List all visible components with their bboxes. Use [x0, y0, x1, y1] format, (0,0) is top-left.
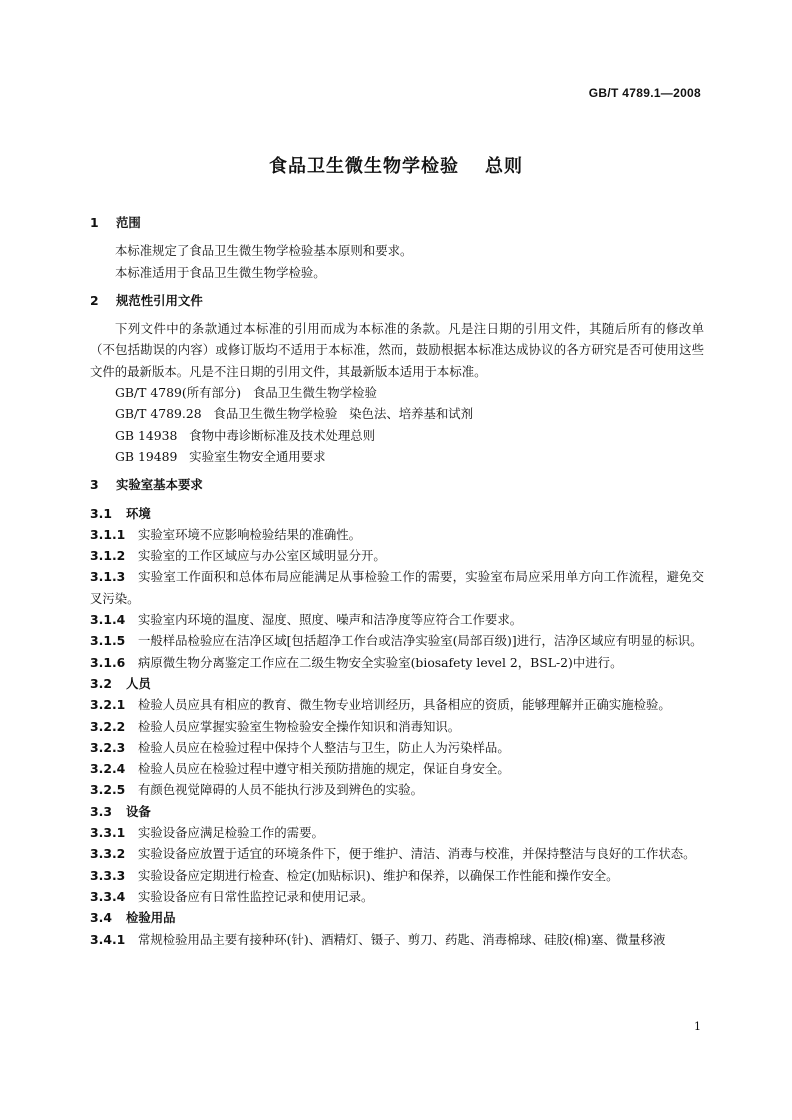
clause	[90, 779, 704, 800]
page-number: 1	[694, 1020, 701, 1033]
clause	[90, 566, 704, 609]
clause	[90, 737, 704, 758]
subsection-number: 3.1	[90, 505, 112, 521]
reference-item: GB 19489 实验室生物安全通用要求	[115, 448, 326, 464]
clause	[90, 609, 704, 630]
clause-number: 3.1.3	[90, 569, 126, 585]
clause-text: 实验室环境不应影响检验结果的准确性。	[138, 526, 362, 542]
reference-item: GB/T 4789(所有部分) 食品卫生微生物学检验	[115, 385, 377, 401]
title-sub: 总则	[485, 156, 523, 177]
clause-text: 检验人员应在检验过程中保持个人整洁与卫生，防止人为污染样品。	[138, 739, 510, 755]
clause-number: 3.1.2	[90, 548, 126, 564]
clause-number: 3.1.4	[90, 612, 126, 628]
clause	[90, 545, 704, 566]
clause	[90, 630, 704, 651]
subsection-title: 人员	[126, 675, 151, 691]
section-number: 1	[90, 215, 99, 230]
title-main: 食品卫生微生物学检验	[269, 156, 459, 177]
section-heading-references	[90, 290, 704, 311]
subsection-number: 3.3	[90, 803, 112, 819]
subsection-heading-equipment	[90, 801, 704, 822]
document-title	[0, 152, 792, 178]
paragraph: 本标准适用于食品卫生微生物学检验。	[115, 264, 326, 280]
clause-number: 3.3.1	[90, 825, 126, 841]
section-title: 规范性引用文件	[116, 292, 203, 308]
standard-code: GB/T 4789.1—2008	[588, 86, 701, 100]
clause-number: 3.2.1	[90, 697, 126, 713]
clause-text: 实验室内环境的温度、湿度、照度、噪声和洁净度等应符合工作要求。	[138, 612, 523, 628]
clause	[90, 716, 704, 737]
section-heading-lab-requirements	[90, 474, 704, 495]
clause-number: 3.2.3	[90, 739, 126, 755]
clause-text: 实验设备应定期进行检查、检定(加贴标识)、维护和保养，以确保工作性能和操作安全。	[138, 867, 619, 883]
clause	[90, 524, 704, 545]
clause-text: 检验人员应在检验过程中遵守相关预防措施的规定，保证自身安全。	[138, 761, 510, 777]
subsection-heading-supplies	[90, 907, 704, 928]
section-title: 实验室基本要求	[116, 477, 203, 493]
clause-text: 有颜色视觉障碍的人员不能执行涉及到辨色的实验。	[138, 782, 423, 798]
section-title: 范围	[116, 215, 141, 230]
clause-text: 检验人员应掌握实验室生物检验安全操作知识和消毒知识。	[138, 718, 461, 734]
clause	[90, 929, 704, 950]
clause	[90, 758, 704, 779]
clause-number: 3.2.5	[90, 782, 126, 798]
subsection-heading-personnel	[90, 673, 704, 694]
clause-number: 3.3.3	[90, 867, 126, 883]
clause-number: 3.1.5	[90, 633, 126, 649]
clause	[90, 886, 704, 907]
subsection-heading-environment	[90, 503, 704, 524]
clause-text: 实验设备应放置于适宜的环境条件下，便于维护、清洁、消毒与校准，并保持整洁与良好的工作状态。	[138, 846, 696, 862]
subsection-title: 环境	[126, 505, 151, 521]
clause-text: 一般样品检验应在洁净区域[包括超净工作台或洁净实验室(局部百级)]进行，洁净区域应有明显的标识。	[138, 633, 703, 649]
document-body	[90, 212, 704, 950]
clause	[90, 843, 704, 864]
clause	[90, 865, 704, 886]
clause	[90, 822, 704, 843]
clause-text: 实验设备应满足检验工作的需要。	[138, 825, 324, 841]
subsection-title: 检验用品	[126, 910, 176, 926]
clause-number: 3.1.6	[90, 654, 126, 670]
clause	[90, 652, 704, 673]
clause-text: 实验设备应有日常性监控记录和使用记录。	[138, 888, 374, 904]
clause	[90, 694, 704, 715]
clause-text: 实验室工作面积和总体布局应能满足从事检验工作的需要，实验室布局应采用单方向工作流程，避免交叉污染。	[90, 569, 704, 606]
paragraph: 下列文件中的条款通过本标准的引用而成为本标准的条款。凡是注日期的引用文件，其随后所有的修改单（不包括勘误的内容）或修订版均不适用于本标准，然而，鼓励根据本标准达成协议的各方研究是否可使用这些文件的最新版本。凡是不注日期的引用文件，其最新版本适用于本标准。	[90, 321, 704, 379]
section-heading-scope	[90, 212, 704, 233]
clause-number: 3.1.1	[90, 526, 126, 542]
clause-text: 检验人员应具有相应的教育、微生物专业培训经历，具备相应的资质，能够理解并正确实施检验。	[138, 697, 671, 713]
clause-number: 3.2.4	[90, 761, 126, 777]
reference-item: GB/T 4789.28 食品卫生微生物学检验 染色法、培养基和试剂	[115, 406, 474, 422]
paragraph: 本标准规定了食品卫生微生物学检验基本原则和要求。	[115, 243, 413, 259]
subsection-title: 设备	[126, 803, 151, 819]
clause-number: 3.4.1	[90, 931, 126, 947]
section-number: 2	[90, 292, 99, 308]
clause-text: 病原微生物分离鉴定工作应在二级生物安全实验室(biosafety level 2，BSL-2)中进行。	[138, 654, 623, 670]
clause-number: 3.2.2	[90, 718, 126, 734]
subsection-number: 3.2	[90, 675, 112, 691]
clause-text: 实验室的工作区域应与办公室区域明显分开。	[138, 548, 386, 564]
clause-text: 常规检验用品主要有接种环(针)、酒精灯、镊子、剪刀、药匙、消毒棉球、硅胶(棉)塞、微量移液	[138, 931, 666, 947]
section-number: 3	[90, 477, 99, 493]
reference-item: GB 14938 食物中毒诊断标准及技术处理总则	[115, 427, 376, 443]
clause-number: 3.3.4	[90, 888, 126, 904]
subsection-number: 3.4	[90, 910, 112, 926]
clause-number: 3.3.2	[90, 846, 126, 862]
